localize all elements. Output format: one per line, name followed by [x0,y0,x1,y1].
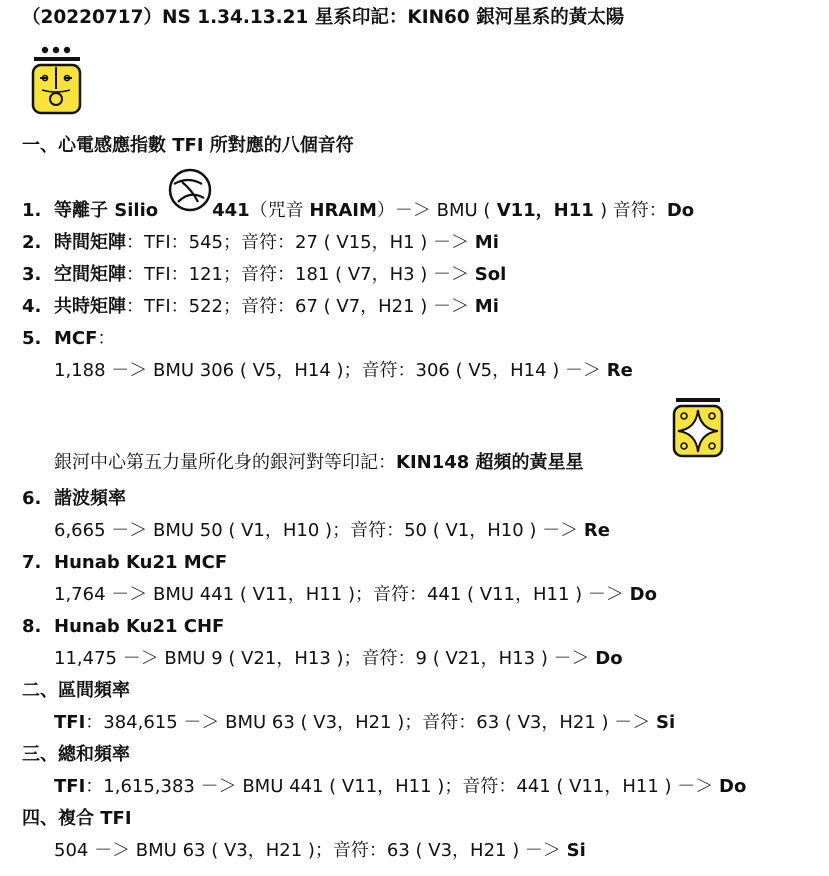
section-4-detail [54,839,586,863]
yellow-star-seal-icon [670,396,726,462]
list-item-2 [22,231,499,255]
item-label: 共時矩陣 [54,296,126,317]
item-number: 1. [22,200,42,221]
item-label: MCF [54,328,98,349]
list-item-6 [22,487,126,511]
galactic-center-text: 銀河中心第五力量所化身的銀河對等印記： [54,452,396,473]
item-text: 1,764 －＞ BMU 441 ( V11，H11 )；音符：441 ( V11，H11 ) －＞ [54,584,630,605]
page-title: （20220717）NS 1.34.13.21 星系印記：KIN60 銀河星系的黃太陽 [22,7,625,28]
item-label: 時間矩陣 [54,232,126,253]
item-number: 2. [22,232,42,253]
galactic-center-line [54,451,584,475]
tone-label: ) 音符： [600,200,667,221]
item-text: ：TFI：522；音符：67 ( V7，H21 ) －＞ [126,296,475,317]
section-heading-3: 三、總和頻率 [22,744,130,765]
item-label: 諧波頻率 [54,488,126,509]
item-label: 空間矩陣 [54,264,126,285]
item-value: 441 [212,200,250,221]
item-colon: ： [97,328,116,349]
tone-note: Re [583,520,610,541]
section-3-detail [54,775,746,799]
section-heading-1: 一、心電感應指數 TFI 所對應的八個音符 [22,135,354,156]
item-number: 6. [22,488,42,509]
list-item-4 [22,295,499,319]
tone-note: Do [666,200,695,221]
tone-note: Si [656,712,676,733]
list-item-8-detail [54,647,623,671]
item-text: ：384,615 －＞ BMU 63 ( V3，H21 )；音符：63 ( V3，H21 ) －＞ [85,712,657,733]
list-item-5 [22,327,115,351]
item-number: 5. [22,328,42,349]
item-label: Hunab Ku21 CHF [54,616,225,637]
list-item-5-detail [54,359,633,383]
item-text: 11,475 －＞ BMU 9 ( V21，H13 )；音符：9 ( V21，H13 ) －＞ [54,648,596,669]
mantra-prefix: （咒音 [249,200,310,221]
tfi-label: TFI [54,776,86,797]
mantra: HRAIM [309,200,377,221]
item-label: Hunab Ku21 MCF [54,552,228,573]
section-heading-2: 二、區間頻率 [22,680,130,701]
list-item-1 [22,199,694,223]
list-item-8 [22,615,224,639]
tone-note: Re [606,360,633,381]
item-text: ：TFI：121；音符：181 ( V7，H3 ) －＞ [126,264,475,285]
section-2-detail [54,711,675,735]
tone-note: Do [719,776,747,797]
tone-note: Mi [474,296,499,317]
tone-note: Do [595,648,623,669]
list-item-3 [22,263,506,287]
tone-note: Mi [474,232,499,253]
item-label: 等離子 Silio [54,200,159,221]
tfi-label: TFI [54,712,86,733]
item-number: 7. [22,552,42,573]
item-text: 1,188 －＞ BMU 306 ( V5，H14 )；音符：306 ( V5，H14 ) －＞ [54,360,607,381]
mantra-suffix: ）－＞ BMU ( [376,200,491,221]
item-number: 8. [22,616,42,637]
list-item-7-detail [54,583,657,607]
tone-note: Sol [474,264,507,285]
item-text: 504 －＞ BMU 63 ( V3，H21 )；音符：63 ( V3，H21 ) －＞ [54,840,567,861]
tone-note: Do [629,584,657,605]
tone-note: Si [566,840,586,861]
item-number: 3. [22,264,42,285]
item-number: 4. [22,296,42,317]
bmu-coords: V11，H11 [490,200,601,221]
list-item-7 [22,551,227,575]
item-text: 6,665 －＞ BMU 50 ( V1，H10 )；音符：50 ( V1，H10 ) －＞ [54,520,584,541]
yellow-sun-seal-icon [28,44,86,116]
list-item-6-detail [54,519,610,543]
section-heading-4: 四、複合 TFI [22,808,132,829]
item-text: ：TFI：545；音符：27 ( V15，H1 ) －＞ [126,232,475,253]
galactic-center-kin: KIN148 超頻的黃星星 [396,452,584,473]
item-text: ：1,615,383 －＞ BMU 441 ( V11，H11 )；音符：441 ( V11，H11 ) －＞ [85,776,719,797]
